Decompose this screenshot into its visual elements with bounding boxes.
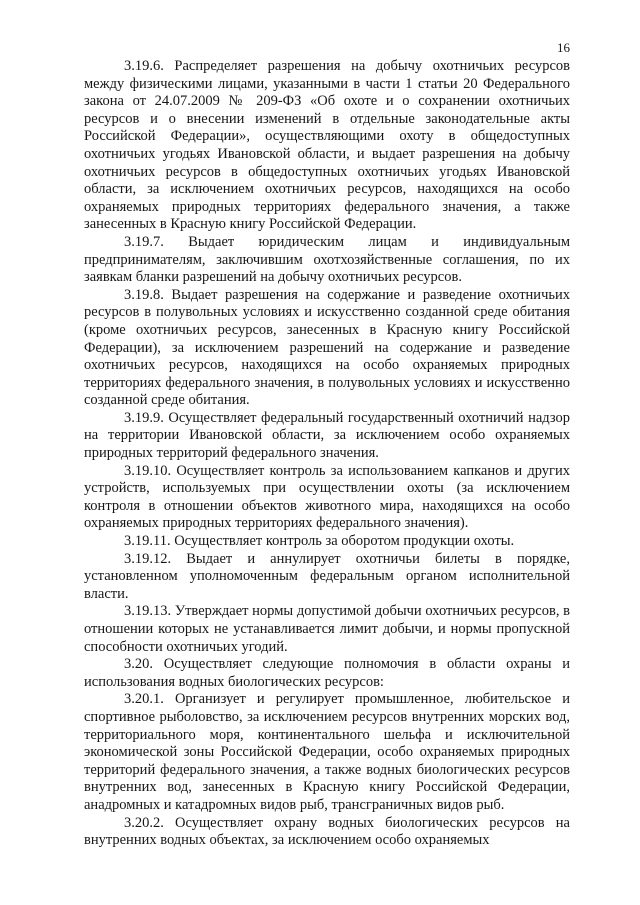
paragraph-3-19-6: 3.19.6. Распределяет разрешения на добычу охотничьих ресурсов между физическими лицами, указанными в части 1 статьи 20 Федерального закона от 24.07.2009 № 209-ФЗ «Об охоте и о сохранении охотничьих ресурсов и о внесении изменений в отдельные законодательные акты Российской Федерации», осуществляющими охоту в общедоступных охотничьих угодьях Ивановской области, и выдает разрешения на добычу охотничьих ресурсов в общедоступных охотничьих угодьях Ивановской области, за исключением охотничьих ресурсов, находящихся на особо охраняемых природных территориях федерального значения, а также занесенных в Красную книгу Российской Федерации. xyxy=(84,58,570,233)
document-body xyxy=(84,58,570,850)
page-number: 16 xyxy=(557,40,570,55)
paragraph-3-20: 3.20. Осуществляет следующие полномочия в области охраны и использования водных биологических ресурсов: xyxy=(84,656,570,690)
paragraph-3-19-11: 3.19.11. Осуществляет контроль за оборотом продукции охоты. xyxy=(124,533,515,550)
paragraph-3-19-10: 3.19.10. Осуществляет контроль за использованием капканов и других устройств, используемых при осуществлении охоты (за исключением контроля в отношении объектов животного мира, находящихся на особо охраняемых природных территориях федерального значения). xyxy=(84,462,570,532)
paragraph-3-19-13: 3.19.13. Утверждает нормы допустимой добычи охотничьих ресурсов, в отношении которых не устанавливается лимит добычи, и нормы пропускной способности охотничьих угодий. xyxy=(84,603,570,655)
paragraph-3-19-7: 3.19.7. Выдает юридическим лицам и индивидуальным предпринимателям, заключившим охотхозяйственные соглашения, по их заявкам бланки разрешений на добычу охотничьих ресурсов. xyxy=(84,233,570,286)
paragraph-3-20-2: 3.20.2. Осуществляет охрану водных биологических ресурсов на внутренних водных объектах, за исключением особо охраняемых xyxy=(84,814,570,849)
paragraph-3-19-9: 3.19.9. Осуществляет федеральный государственный охотничий надзор на территории Ивановской области, за исключением особо охраняемых природных территорий федерального значения. xyxy=(84,409,570,462)
paragraph-3-19-12: 3.19.12. Выдает и аннулирует охотничьи билеты в порядке, установленном уполномоченным федеральным органом исполнительной власти. xyxy=(84,550,570,602)
paragraph-3-19-8: 3.19.8. Выдает разрешения на содержание и разведение охотничьих ресурсов в полувольных условиях и искусственно созданной среде обитания (кроме охотничьих ресурсов, занесенных в Красную книгу Российской Федерации), за исключением разрешений на содержание и разведение охотничьих ресурсов, находящихся на особо охраняемых природных территориях федерального значения, в полувольных условиях и искусственно созданной среде обитания. xyxy=(84,286,570,409)
paragraph-3-20-1: 3.20.1. Организует и регулирует промышленное, любительское и спортивное рыболовство, за исключением ресурсов внутренних морских вод, территориального моря, континентального шельфа и исключительной экономической зоны Российской Федерации, особо охраняемых природных территорий федерального значения, а также водных биологических ресурсов внутренних вод, занесенных в Красную книгу Российской Федерации, анадромных и катадромных видов рыб, трансграничных видов рыб. xyxy=(84,691,570,813)
